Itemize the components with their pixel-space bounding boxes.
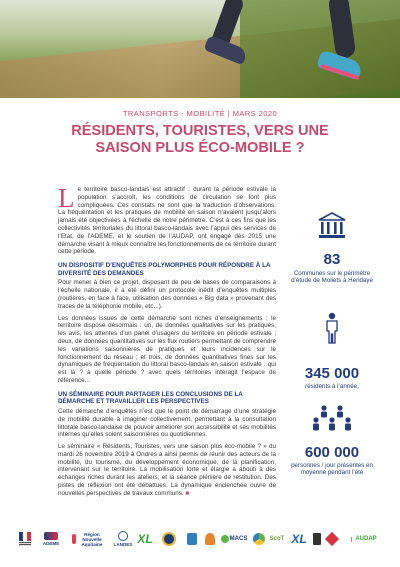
logo-seignanx [252, 530, 266, 548]
logo-small-3 [312, 530, 322, 548]
article-body [58, 183, 276, 502]
stat-label: résidents à l’année, [305, 383, 359, 390]
logo-scot: ScoT [269, 535, 285, 542]
paragraph-1: Pour mener à bien ce projet, disposant de peu de bases de comparaisons à l’échelle nationale, il a été défini un protocole inédit d’enquêtes multiples (routières, en face à face, utilisation des données « Big data » provenant des traces de la téléphonie mobile, etc...). [58, 279, 276, 310]
drop-cap: L [58, 183, 75, 213]
logo-xl-2: XL [291, 531, 307, 546]
logo-round [160, 530, 178, 548]
paragraph-2: Les données issues de cette démarche sont riches d’enseignements ; le territoire dispose désormais : un, de données qualitatives sur les pratiques, les avis, les attentes d’un panel d’usagers du territoire en période estivale ; deux, de données quantitatives sur les flux routiers permettant de comprendre les variations saisonnières de pratiques et leurs incidences sur le fonctionnement du réseau ; et trois, de données quantitatives fines sur les dynamiques de fréquentation du littoral basco-landais en saison estivale : qui est là ? à quelle période ? avec quels territoires interagit l’espace de référence... [58, 314, 276, 384]
stat-value: 600 000 [304, 444, 360, 461]
hero-photo [0, 0, 400, 98]
section-kicker: TRANSPORTS - MOBILITÉ | MARS 2020 [122, 109, 278, 118]
section-heading-2: UN SÉMINAIRE POUR PARTAGER LES CONCLUSIONS DE LA DÉMARCHE ET TRAVAILLER LES PERSPECTIVES [58, 390, 243, 406]
paragraph-4 [58, 443, 276, 498]
logo-landes: LANDES [112, 530, 134, 548]
logo-prefet [18, 530, 32, 548]
logo-macs: MACS [220, 530, 248, 548]
section-heading-1: UN DISPOSITIF D’ENQUÊTES POLYMORPHES POUR RÉPONDRE À LA DIVERSITÉ DES DEMANDES [58, 262, 271, 277]
stat-value: 345 000 [304, 365, 360, 382]
intro-text: e territoire basco-landais est attractif : durant la période estivale la population s’accroît, les conditions de circulation se font plus compliquées. Ces constats ne sont que la traduction d’observations. La fréquentation et les pratiques de mobilité en saison n’avaient jusqu’alors jamais été objectivées à l’échelle de notre périmètre. C’est à ces fins que les collectivités territoriales du littoral basco-landais avec l’appui des services de l’Etat, de l’ADEME, et le soutien de l’AUDAP, ont engagé dès 2015 une démarche visant à mieux connaître les fonctionnements de ce territoire durant cette période. [58, 186, 276, 256]
stat-communes [284, 212, 380, 284]
stat-residents [284, 312, 380, 390]
logo-audap: AUDAP [348, 530, 380, 548]
partner-logos [0, 527, 400, 553]
logo-xl: XL [137, 531, 153, 546]
stat-visitors [284, 405, 380, 476]
person-icon [324, 312, 340, 344]
logo-small-1 [186, 530, 198, 548]
stat-label: Communes sur le périmètre d’étude de Moliets à Hendaye [291, 270, 373, 285]
logo-nouvelle-aquitaine: Région Nouvelle Aquitaine [72, 530, 106, 548]
paragraph-4-text: Le séminaire « Résidents, Touristes, vers une saison plus éco-mobile ? » du mardi 26 novembre 2019 à Ondres a ainsi permis de réunir des acteurs de la mobilité, du tourisme, du développement économique, de la planification, intervenant sur le territoire. La mobilisation forte et élargie a abouti à des échanges riches durant les ateliers, et la séance plénière de restitution. Des pistes de réflexion ont été débattues. La dynamique enclenchée ouvre de nouvelles perspectives de travaux communs. [58, 443, 276, 497]
end-mark: ■ [185, 489, 190, 497]
intro-paragraph [58, 183, 276, 256]
group-icon [310, 405, 354, 433]
hero-grass [240, 0, 400, 98]
logo-red [326, 530, 338, 548]
logo-ademe: ADEME [40, 530, 62, 548]
paragraph-3: Cette démarche d’enquêtes n’est que le point de démarrage d’une stratégie de mobilité durable à imaginer collectivement, permettant à la consultation littorale basco-landaise de pouvoir améliorer son accessibilité et ses mobilités internes qu’elles soient saisonnières ou quotidiennes. [58, 407, 276, 439]
logo-small-2 [204, 530, 216, 548]
stat-label: personnes / jour présentes en moyenne pendant l’été [291, 462, 373, 477]
town-hall-icon [317, 212, 347, 240]
page-title: RÉSIDENTS, TOURISTES, VERS UNE SAISON PLUS ÉCO-MOBILE ? [71, 123, 329, 156]
stat-value: 83 [323, 251, 341, 268]
